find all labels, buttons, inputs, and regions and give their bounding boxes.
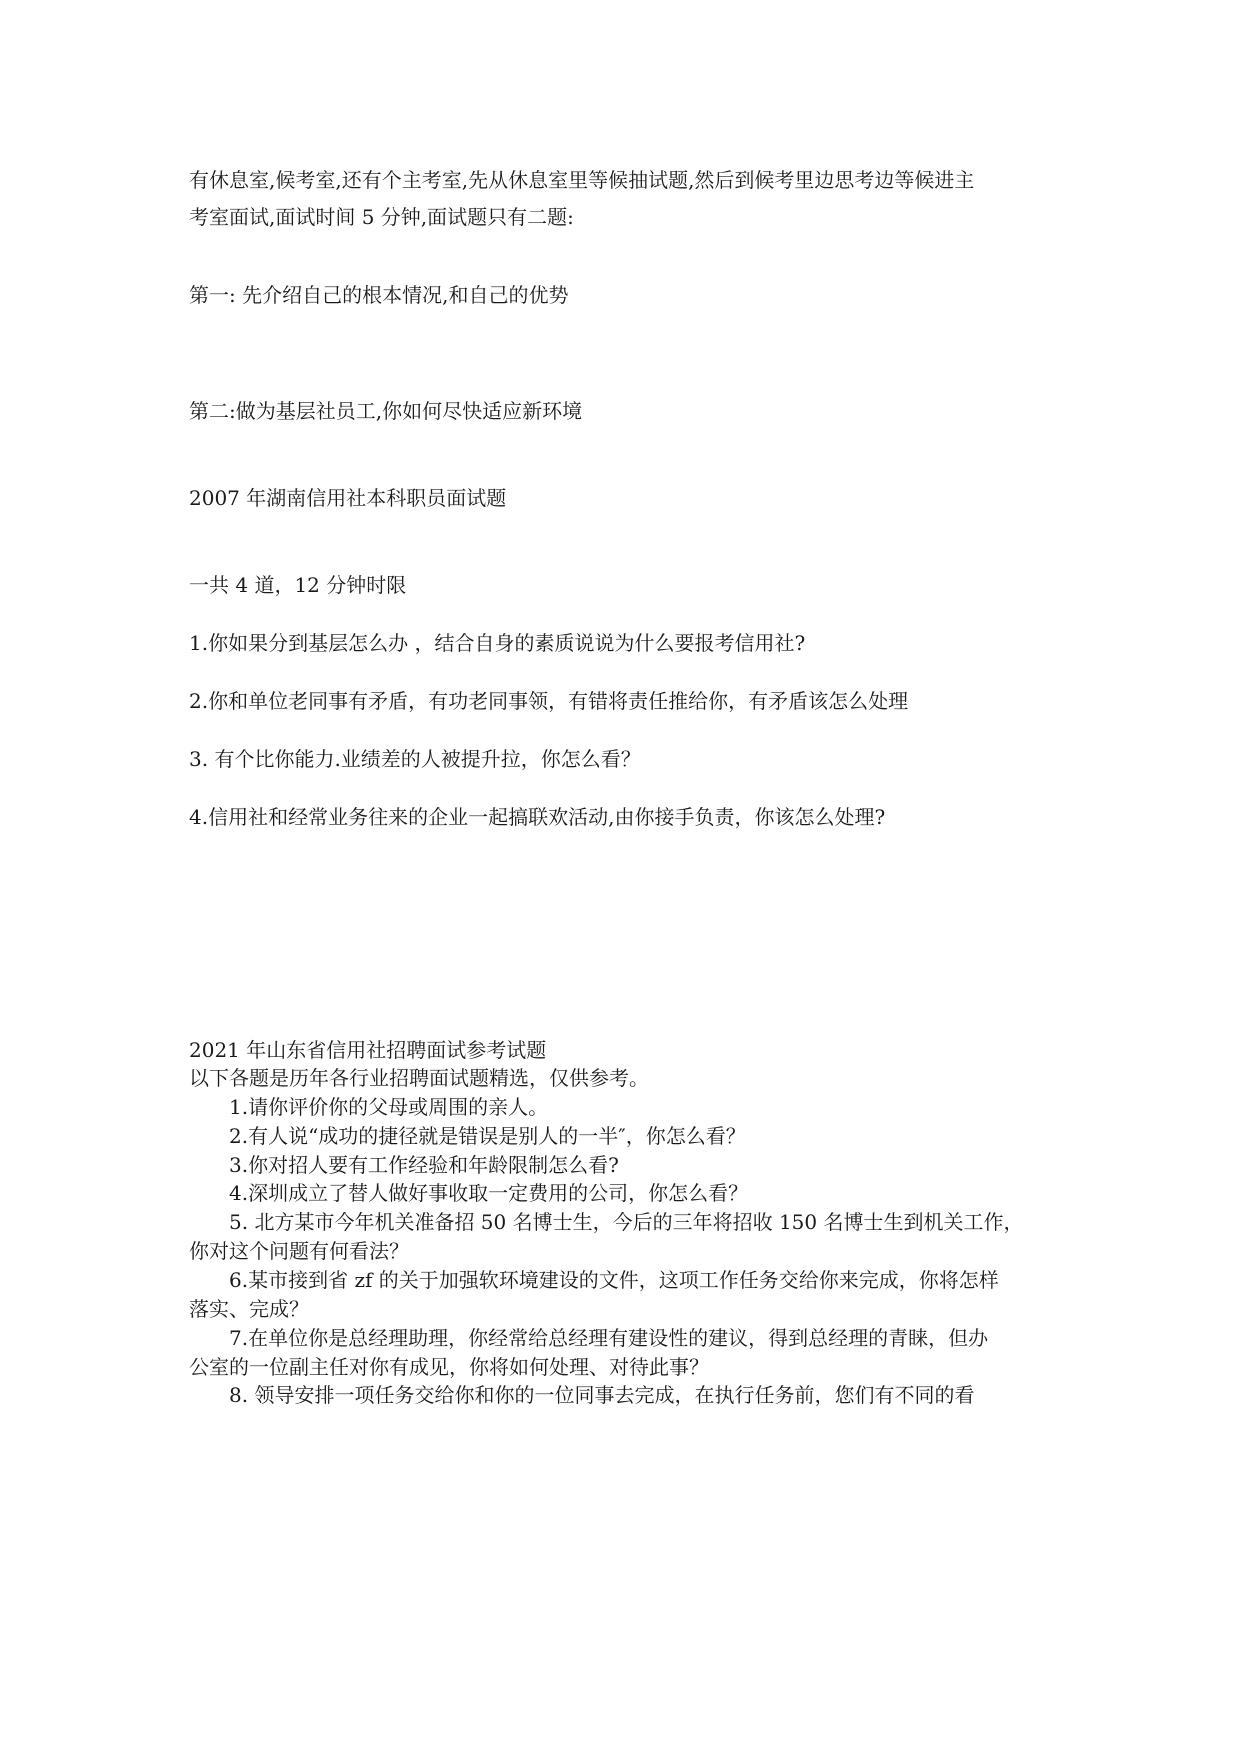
shandong-line-7: 7.在单位你是总经理助理，你经常给总经理有建设性的建议，得到总经理的青睐，但办	[229, 1326, 989, 1350]
hunan-item-2: 2.你和单位老同事有矛盾，有功老同事领，有错将责任推给你，有矛盾该怎么处理	[189, 689, 909, 713]
hunan-item-4: 4.信用社和经常业务往来的企业一起搞联欢活动,由你接手负责，你该怎么处理?	[189, 805, 886, 829]
shandong-line-6: 6.某市接到省 zf 的关于加强软环境建设的文件，这项工作任务交给你来完成，你将怎样	[229, 1268, 999, 1292]
shandong-line-6-cont: 落实、完成？	[189, 1297, 309, 1321]
shandong-line-3: 3.你对招人要有工作经验和年龄限制怎么看?	[229, 1153, 619, 1177]
question-first: 第一: 先介绍自己的根本情况,和自己的优势	[189, 283, 569, 307]
shandong-intro: 以下各题是历年各行业招聘面试题精选，仅供参考。	[189, 1066, 649, 1090]
shandong-line-1: 1.请你评价你的父母或周围的亲人。	[229, 1095, 549, 1119]
shandong-line-2: 2.有人说“成功的捷径就是错误是别人的一半″，你怎么看？	[229, 1124, 746, 1148]
shandong-title: 2021 年山东省信用社招聘面试参考试题	[189, 1038, 547, 1062]
question-second: 第二:做为基层社员工,你如何尽快适应新环境	[189, 399, 583, 423]
shandong-line-7-cont: 公室的一位副主任对你有成见，你将如何处理、对待此事？	[189, 1355, 709, 1379]
shandong-line-8: 8. 领导安排一项任务交给你和你的一位同事去完成，在执行任务前，您们有不同的看	[229, 1383, 975, 1407]
hunan-item-1: 1.你如果分到基层怎么办 ，结合自身的素质说说为什么要报考信用社?	[189, 631, 806, 655]
intro-line-1: 有休息室,候考室,还有个主考室,先从休息室里等候抽试题,然后到候考里边思考边等候进主	[189, 168, 975, 192]
shandong-line-5: 5. 北方某市今年机关准备招 50 名博士生，今后的三年将招收 150 名博士生到机关工作，	[229, 1210, 1024, 1234]
shandong-line-5-cont: 你对这个问题有何看法？	[189, 1239, 409, 1263]
shandong-line-4: 4.深圳成立了替人做好事收取一定费用的公司，你怎么看？	[229, 1181, 749, 1205]
hunan-meta: 一共 4 道，12 分钟时限	[189, 573, 407, 597]
intro-line-2: 考室面试,面试时间 5 分钟,面试题只有二题:	[189, 205, 574, 229]
hunan-title: 2007 年湖南信用社本科职员面试题	[189, 486, 507, 510]
hunan-item-3: 3. 有个比你能力.业绩差的人被提升拉，你怎么看？	[189, 747, 641, 771]
